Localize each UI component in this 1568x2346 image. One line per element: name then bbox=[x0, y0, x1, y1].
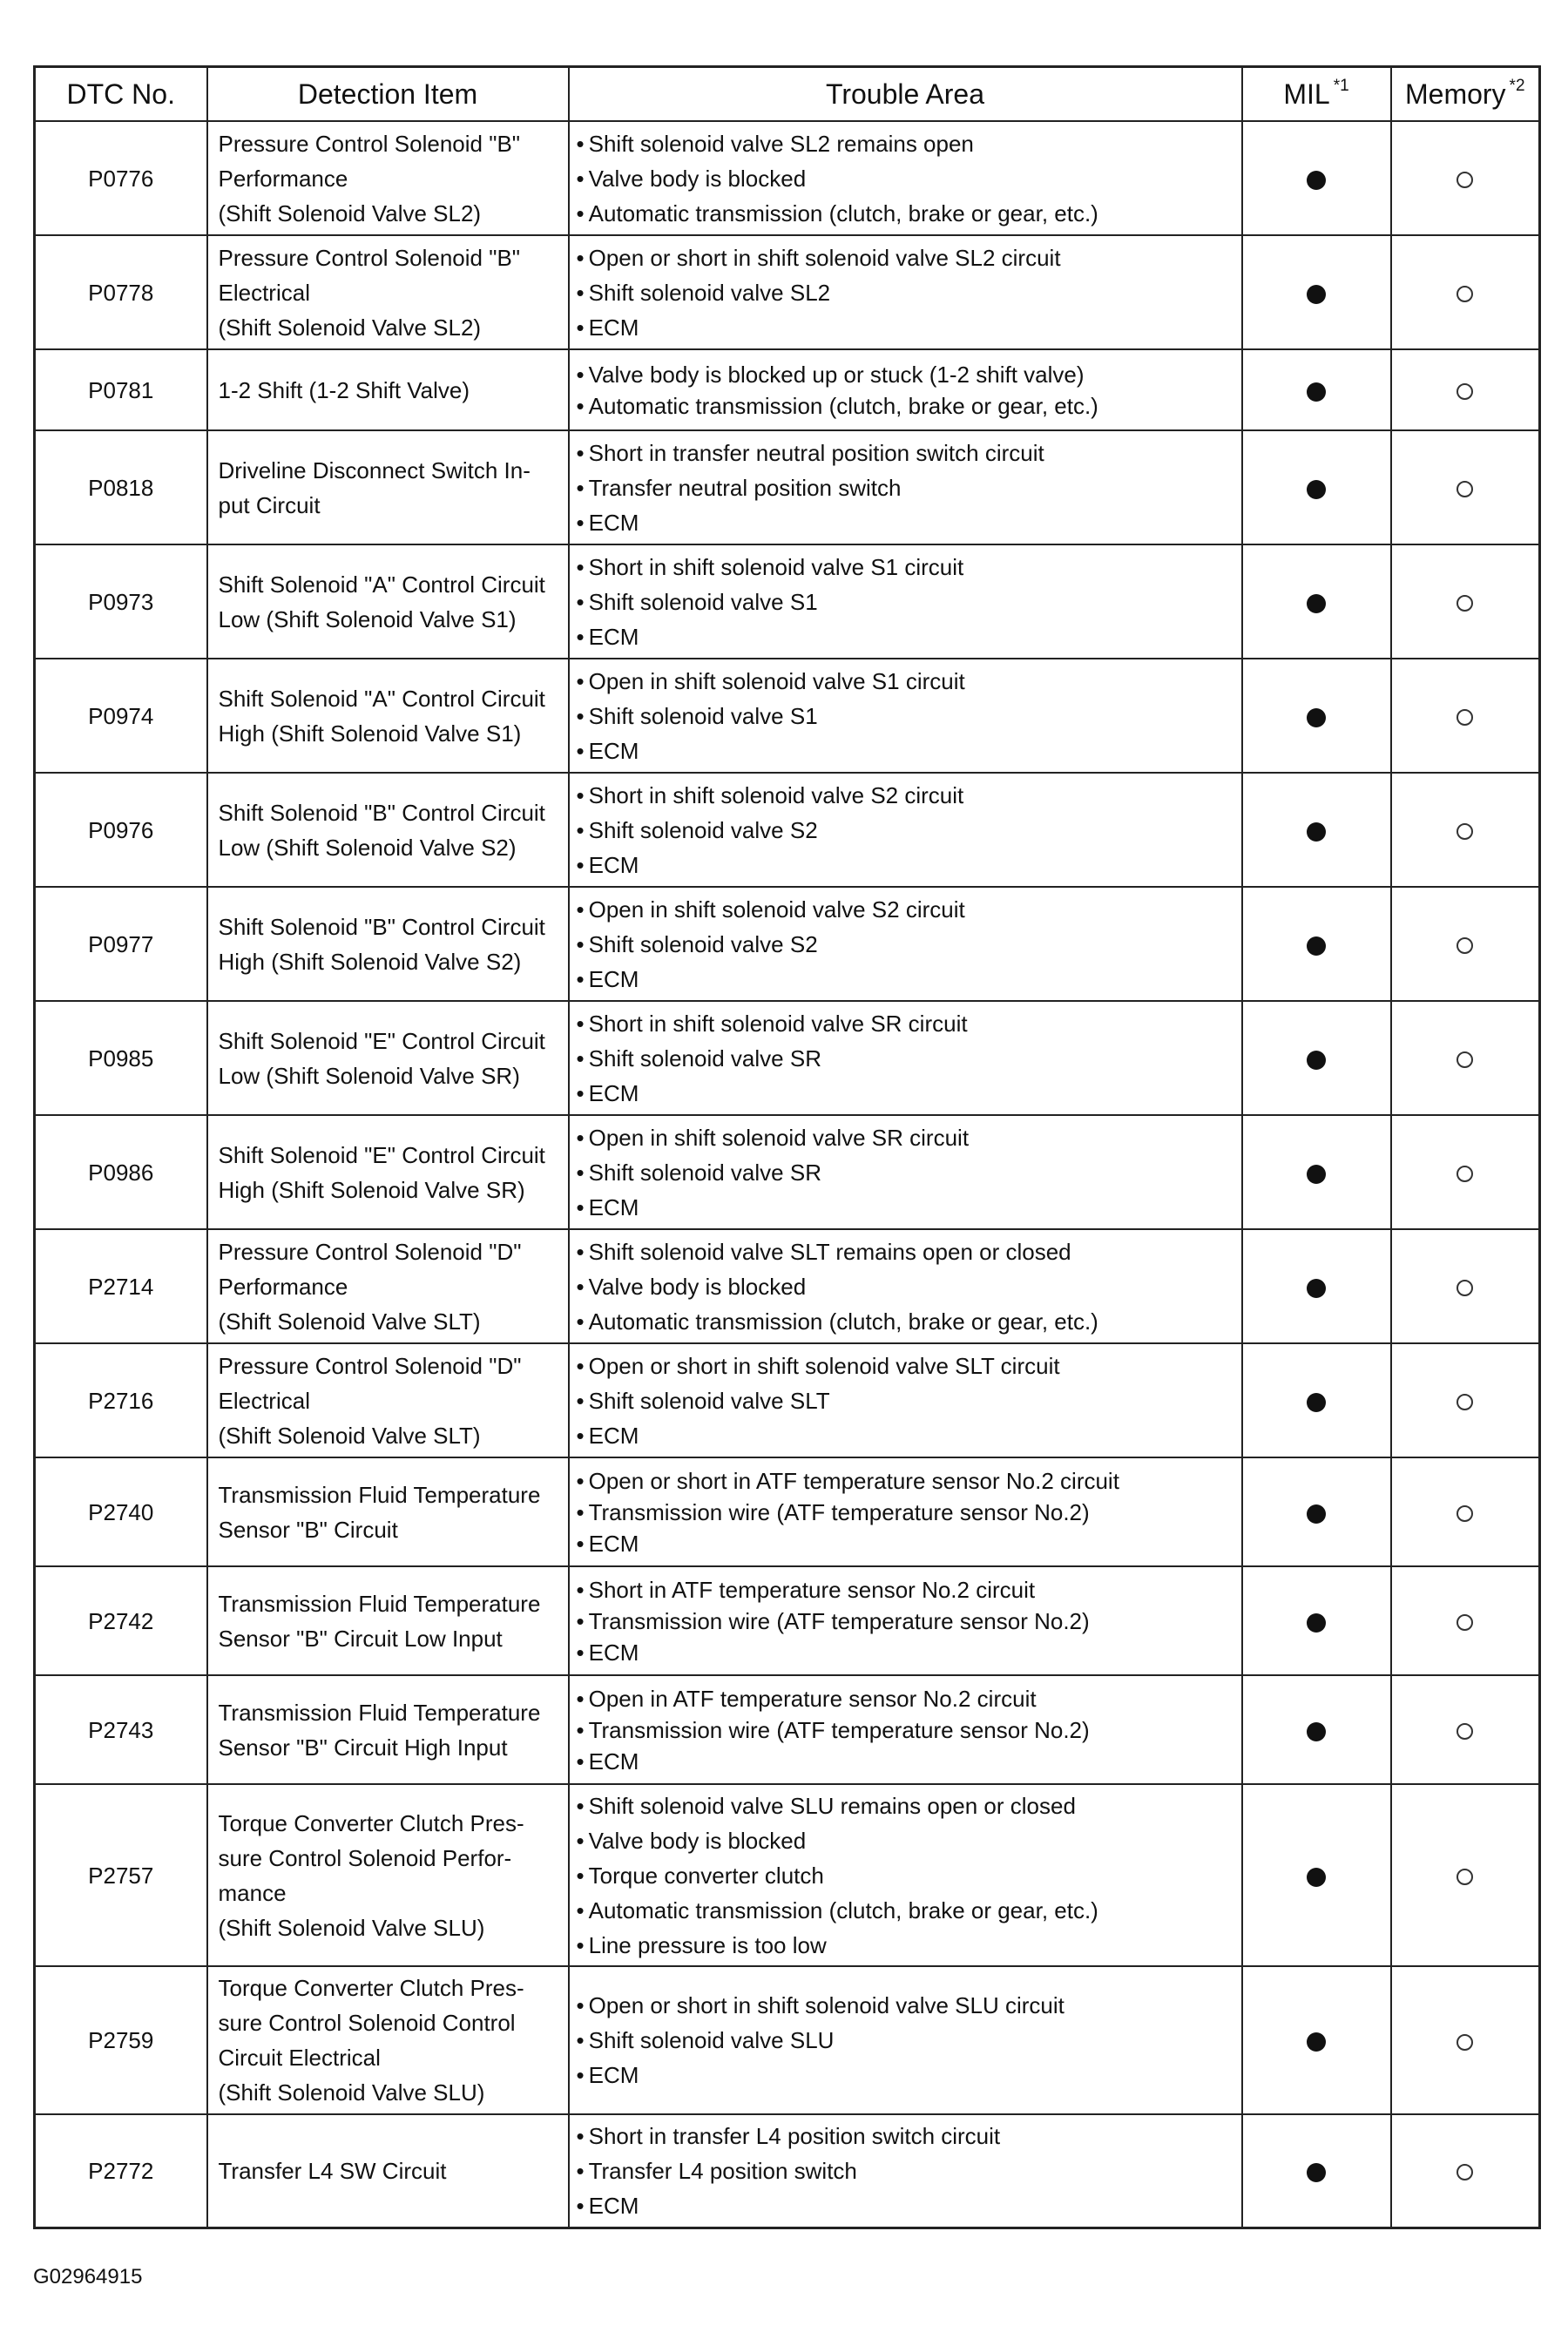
table-row bbox=[35, 1229, 1540, 1343]
header-trouble-area: Trouble Area bbox=[569, 67, 1242, 122]
trouble-area-cell bbox=[569, 1115, 1242, 1229]
trouble-area-bullet: • Short in transfer neutral position switch circuit bbox=[577, 436, 1234, 470]
table-row bbox=[35, 2114, 1540, 2228]
mil-cell bbox=[1242, 349, 1391, 430]
trouble-area-cell bbox=[569, 1675, 1242, 1784]
trouble-area-bullet: • Line pressure is too low bbox=[577, 1928, 1234, 1963]
trouble-area-bullet: • ECM bbox=[577, 1528, 1234, 1559]
trouble-area-bullet: • ECM bbox=[577, 2188, 1234, 2223]
trouble-area-bullet: • Valve body is blocked bbox=[577, 1823, 1234, 1858]
detection-item-line: (Shift Solenoid Valve SLU) bbox=[218, 2079, 485, 2106]
trouble-area-bullet: • Short in shift solenoid valve S1 circuit bbox=[577, 550, 1234, 585]
empty-circle-icon bbox=[1456, 172, 1473, 188]
filled-circle-icon bbox=[1307, 2032, 1326, 2052]
trouble-area-bullet: • Shift solenoid valve SL2 bbox=[577, 275, 1234, 310]
detection-item-cell bbox=[207, 1675, 569, 1784]
detection-item-line: Shift Solenoid "B" Control Circuit bbox=[218, 913, 545, 940]
trouble-area-bullet: • ECM bbox=[577, 2058, 1234, 2092]
detection-item-line: Shift Solenoid "E" Control Circuit bbox=[218, 1141, 545, 1168]
memory-cell bbox=[1391, 1229, 1540, 1343]
dtc-code-cell: P0976 bbox=[35, 773, 207, 887]
detection-item-cell bbox=[207, 1457, 569, 1566]
detection-item-line: Sensor "B" Circuit High Input bbox=[218, 1734, 508, 1761]
trouble-area-bullet: • Torque converter clutch bbox=[577, 1858, 1234, 1893]
table-row bbox=[35, 121, 1540, 235]
trouble-area-bullet: • Shift solenoid valve SLU remains open or closed bbox=[577, 1788, 1234, 1823]
detection-item-line: Circuit Electrical bbox=[218, 2045, 381, 2071]
trouble-area-bullet: • ECM bbox=[577, 310, 1234, 345]
trouble-area-bullet: • Transfer neutral position switch bbox=[577, 470, 1234, 505]
trouble-area-bullet: • Valve body is blocked bbox=[577, 161, 1234, 196]
detection-item-line: Pressure Control Solenoid "D" bbox=[218, 1352, 522, 1379]
trouble-area-bullet: • Transmission wire (ATF temperature sensor No.2) bbox=[577, 1497, 1234, 1528]
detection-item-cell bbox=[207, 1343, 569, 1457]
dtc-code-cell: P2716 bbox=[35, 1343, 207, 1457]
filled-circle-icon bbox=[1307, 171, 1326, 190]
memory-cell bbox=[1391, 1457, 1540, 1566]
table-row bbox=[35, 544, 1540, 659]
mil-cell bbox=[1242, 887, 1391, 1001]
detection-item-line: Shift Solenoid "E" Control Circuit bbox=[218, 1027, 545, 1054]
detection-item-cell bbox=[207, 773, 569, 887]
filled-circle-icon bbox=[1307, 1165, 1326, 1184]
trouble-area-bullet: • Transmission wire (ATF temperature sensor No.2) bbox=[577, 1714, 1234, 1746]
trouble-area-bullet: • Short in shift solenoid valve SR circuit bbox=[577, 1006, 1234, 1041]
empty-circle-icon bbox=[1456, 1394, 1473, 1410]
trouble-area-cell bbox=[569, 544, 1242, 659]
dtc-code-cell: P2714 bbox=[35, 1229, 207, 1343]
memory-cell bbox=[1391, 121, 1540, 235]
table-row bbox=[35, 1566, 1540, 1675]
empty-circle-icon bbox=[1456, 595, 1473, 612]
trouble-area-bullet: • Automatic transmission (clutch, brake or gear, etc.) bbox=[577, 196, 1234, 231]
detection-item-cell bbox=[207, 887, 569, 1001]
dtc-code-cell: P2743 bbox=[35, 1675, 207, 1784]
detection-item-cell bbox=[207, 1784, 569, 1966]
filled-circle-icon bbox=[1307, 480, 1326, 499]
trouble-area-bullet: • Open or short in shift solenoid valve SLT circuit bbox=[577, 1349, 1234, 1383]
trouble-area-bullet: • Short in transfer L4 position switch circuit bbox=[577, 2119, 1234, 2153]
trouble-area-bullet: • Open or short in ATF temperature sensor No.2 circuit bbox=[577, 1465, 1234, 1497]
detection-item-line: Torque Converter Clutch Pres- bbox=[218, 1975, 524, 2001]
empty-circle-icon bbox=[1456, 2164, 1473, 2180]
dtc-code-cell: P0974 bbox=[35, 659, 207, 773]
trouble-area-bullet: • Automatic transmission (clutch, brake or gear, etc.) bbox=[577, 390, 1234, 422]
detection-item-line: Performance bbox=[218, 1273, 348, 1300]
header-memory: Memory $^{*2}$ bbox=[1391, 67, 1540, 122]
trouble-area-bullet: • Shift solenoid valve SLT remains open or closed bbox=[577, 1234, 1234, 1269]
memory-cell bbox=[1391, 773, 1540, 887]
mil-cell bbox=[1242, 2114, 1391, 2228]
detection-item-line: (Shift Solenoid Valve SLU) bbox=[218, 1914, 485, 1941]
detection-item-line: High (Shift Solenoid Valve SR) bbox=[218, 1176, 525, 1203]
empty-circle-icon bbox=[1456, 1614, 1473, 1631]
detection-item-cell bbox=[207, 1001, 569, 1115]
detection-item-line: Transmission Fluid Temperature bbox=[218, 1590, 541, 1617]
detection-item-line: Shift Solenoid "A" Control Circuit bbox=[218, 571, 545, 598]
detection-item-cell bbox=[207, 2114, 569, 2228]
trouble-area-bullet: • ECM bbox=[577, 505, 1234, 540]
trouble-area-bullet: • Transmission wire (ATF temperature sensor No.2) bbox=[577, 1606, 1234, 1637]
trouble-area-cell bbox=[569, 1566, 1242, 1675]
filled-circle-icon bbox=[1307, 382, 1326, 402]
mil-cell bbox=[1242, 544, 1391, 659]
table-row bbox=[35, 1675, 1540, 1784]
empty-circle-icon bbox=[1456, 823, 1473, 840]
trouble-area-cell bbox=[569, 1457, 1242, 1566]
trouble-area-bullet: • Shift solenoid valve SLT bbox=[577, 1383, 1234, 1418]
mil-cell bbox=[1242, 1343, 1391, 1457]
detection-item-cell bbox=[207, 349, 569, 430]
detection-item-line: Low (Shift Solenoid Valve S2) bbox=[218, 834, 517, 861]
filled-circle-icon bbox=[1307, 936, 1326, 956]
filled-circle-icon bbox=[1307, 1504, 1326, 1524]
trouble-area-bullet: • Open in shift solenoid valve S1 circuit bbox=[577, 664, 1234, 699]
detection-item-cell bbox=[207, 659, 569, 773]
detection-item-line: High (Shift Solenoid Valve S2) bbox=[218, 948, 522, 975]
table-body bbox=[35, 121, 1540, 2228]
detection-item-line: Pressure Control Solenoid "D" bbox=[218, 1238, 522, 1265]
empty-circle-icon bbox=[1456, 709, 1473, 726]
trouble-area-bullet: • Valve body is blocked up or stuck (1-2 shift valve) bbox=[577, 359, 1234, 390]
trouble-area-bullet: • Automatic transmission (clutch, brake or gear, etc.) bbox=[577, 1893, 1234, 1928]
trouble-area-cell bbox=[569, 1966, 1242, 2114]
empty-circle-icon bbox=[1456, 1869, 1473, 1885]
mil-cell bbox=[1242, 1229, 1391, 1343]
header-row bbox=[35, 67, 1540, 122]
detection-item-line: (Shift Solenoid Valve SLT) bbox=[218, 1422, 481, 1449]
trouble-area-bullet: • ECM bbox=[577, 962, 1234, 997]
trouble-area-bullet: • Open or short in shift solenoid valve SL2 circuit bbox=[577, 240, 1234, 275]
table-row bbox=[35, 349, 1540, 430]
trouble-area-bullet: • ECM bbox=[577, 1418, 1234, 1453]
detection-item-line: Pressure Control Solenoid "B" bbox=[218, 244, 521, 271]
trouble-area-bullet: • Short in shift solenoid valve S2 circuit bbox=[577, 778, 1234, 813]
trouble-area-bullet: • Shift solenoid valve SR bbox=[577, 1041, 1234, 1076]
dtc-code-cell: P0781 bbox=[35, 349, 207, 430]
trouble-area-bullet: • Shift solenoid valve S2 bbox=[577, 813, 1234, 848]
detection-item-line: Sensor "B" Circuit Low Input bbox=[218, 1625, 503, 1652]
mil-cell bbox=[1242, 1566, 1391, 1675]
detection-item-line: Shift Solenoid "A" Control Circuit bbox=[218, 685, 545, 712]
trouble-area-cell bbox=[569, 659, 1242, 773]
trouble-area-bullet: • Short in ATF temperature sensor No.2 circuit bbox=[577, 1574, 1234, 1606]
mil-cell bbox=[1242, 1784, 1391, 1966]
dtc-code-cell: P0776 bbox=[35, 121, 207, 235]
table-row bbox=[35, 235, 1540, 349]
memory-cell bbox=[1391, 544, 1540, 659]
filled-circle-icon bbox=[1307, 1868, 1326, 1887]
detection-item-line: Low (Shift Solenoid Valve S1) bbox=[218, 605, 517, 632]
trouble-area-bullet: • ECM bbox=[577, 619, 1234, 654]
trouble-area-bullet: • Open or short in shift solenoid valve SLU circuit bbox=[577, 1988, 1234, 2023]
memory-cell bbox=[1391, 1675, 1540, 1784]
memory-footnote-mark: *2 bbox=[1509, 76, 1525, 95]
memory-cell bbox=[1391, 659, 1540, 773]
trouble-area-cell bbox=[569, 1229, 1242, 1343]
memory-cell bbox=[1391, 1566, 1540, 1675]
trouble-area-bullet: • Automatic transmission (clutch, brake or gear, etc.) bbox=[577, 1304, 1234, 1339]
detection-item-line: Performance bbox=[218, 165, 348, 192]
detection-item-line: Shift Solenoid "B" Control Circuit bbox=[218, 799, 545, 826]
detection-item-cell bbox=[207, 1115, 569, 1229]
detection-item-cell bbox=[207, 1566, 569, 1675]
memory-cell bbox=[1391, 1784, 1540, 1966]
detection-item-cell bbox=[207, 1966, 569, 2114]
detection-item-line: (Shift Solenoid Valve SLT) bbox=[218, 1308, 481, 1335]
table-row bbox=[35, 1457, 1540, 1566]
detection-item-line: Driveline Disconnect Switch In- bbox=[218, 456, 531, 483]
mil-cell bbox=[1242, 1675, 1391, 1784]
trouble-area-bullet: • Valve body is blocked bbox=[577, 1269, 1234, 1304]
memory-cell bbox=[1391, 349, 1540, 430]
dtc-code-cell: P2772 bbox=[35, 2114, 207, 2228]
trouble-area-bullet: • ECM bbox=[577, 1637, 1234, 1668]
filled-circle-icon bbox=[1307, 1051, 1326, 1070]
empty-circle-icon bbox=[1456, 937, 1473, 954]
empty-circle-icon bbox=[1456, 1505, 1473, 1522]
detection-item-line: Transmission Fluid Temperature bbox=[218, 1481, 541, 1508]
filled-circle-icon bbox=[1307, 1393, 1326, 1412]
dtc-code-cell: P0977 bbox=[35, 887, 207, 1001]
mil-cell bbox=[1242, 659, 1391, 773]
mil-cell bbox=[1242, 1457, 1391, 1566]
trouble-area-cell bbox=[569, 430, 1242, 544]
detection-item-line: sure Control Solenoid Control bbox=[218, 2010, 516, 2036]
trouble-area-cell bbox=[569, 1784, 1242, 1966]
trouble-area-cell bbox=[569, 1343, 1242, 1457]
table-row bbox=[35, 430, 1540, 544]
detection-item-line: Transfer L4 SW Circuit bbox=[218, 2157, 447, 2184]
trouble-area-cell bbox=[569, 235, 1242, 349]
dtc-code-cell: P0986 bbox=[35, 1115, 207, 1229]
detection-item-cell bbox=[207, 1229, 569, 1343]
filled-circle-icon bbox=[1307, 1613, 1326, 1633]
table-row bbox=[35, 1343, 1540, 1457]
trouble-area-bullet: • Shift solenoid valve SR bbox=[577, 1155, 1234, 1190]
figure-id: G02964915 bbox=[33, 2265, 143, 2289]
mil-cell bbox=[1242, 1115, 1391, 1229]
trouble-area-bullet: • Shift solenoid valve S1 bbox=[577, 699, 1234, 734]
trouble-area-bullet: • Shift solenoid valve SL2 remains open bbox=[577, 126, 1234, 161]
detection-item-line: 1-2 Shift (1-2 Shift Valve) bbox=[218, 376, 470, 403]
detection-item-line: sure Control Solenoid Perfor- bbox=[218, 1844, 512, 1871]
filled-circle-icon bbox=[1307, 708, 1326, 727]
memory-cell bbox=[1391, 430, 1540, 544]
trouble-area-bullet: • ECM bbox=[577, 1190, 1234, 1225]
header-dtc-no: DTC No. bbox=[35, 67, 207, 122]
trouble-area-bullet: • Shift solenoid valve SLU bbox=[577, 2023, 1234, 2058]
empty-circle-icon bbox=[1456, 2034, 1473, 2051]
table-row bbox=[35, 1001, 1540, 1115]
table-row bbox=[35, 1784, 1540, 1966]
detection-item-line: (Shift Solenoid Valve SL2) bbox=[218, 314, 482, 341]
detection-item-line: Electrical bbox=[218, 1387, 310, 1414]
memory-cell bbox=[1391, 235, 1540, 349]
mil-cell bbox=[1242, 773, 1391, 887]
trouble-area-bullet: • Open in shift solenoid valve S2 circuit bbox=[577, 892, 1234, 927]
memory-cell bbox=[1391, 1115, 1540, 1229]
detection-item-cell bbox=[207, 235, 569, 349]
trouble-area-bullet: • Shift solenoid valve S2 bbox=[577, 927, 1234, 962]
detection-item-line: Torque Converter Clutch Pres- bbox=[218, 1809, 524, 1836]
mil-cell bbox=[1242, 1001, 1391, 1115]
header-mil: MIL $^{*1}$ bbox=[1242, 67, 1391, 122]
empty-circle-icon bbox=[1456, 286, 1473, 302]
table-row bbox=[35, 659, 1540, 773]
empty-circle-icon bbox=[1456, 383, 1473, 400]
detection-item-line: (Shift Solenoid Valve SL2) bbox=[218, 199, 482, 226]
table-row bbox=[35, 1966, 1540, 2114]
detection-item-line: mance bbox=[218, 1879, 287, 1906]
mil-cell bbox=[1242, 430, 1391, 544]
detection-item-line: High (Shift Solenoid Valve S1) bbox=[218, 720, 522, 747]
trouble-area-bullet: • Open in shift solenoid valve SR circuit bbox=[577, 1120, 1234, 1155]
memory-cell bbox=[1391, 2114, 1540, 2228]
empty-circle-icon bbox=[1456, 1723, 1473, 1740]
filled-circle-icon bbox=[1307, 285, 1326, 304]
filled-circle-icon bbox=[1307, 594, 1326, 613]
detection-item-cell bbox=[207, 544, 569, 659]
dtc-code-cell: P2742 bbox=[35, 1566, 207, 1675]
trouble-area-cell bbox=[569, 121, 1242, 235]
dtc-code-cell: P0985 bbox=[35, 1001, 207, 1115]
header-detection-item: Detection Item bbox=[207, 67, 569, 122]
mil-cell bbox=[1242, 121, 1391, 235]
trouble-area-bullet: • ECM bbox=[577, 1746, 1234, 1777]
dtc-code-cell: P0818 bbox=[35, 430, 207, 544]
trouble-area-bullet: • Open in ATF temperature sensor No.2 circuit bbox=[577, 1683, 1234, 1714]
empty-circle-icon bbox=[1456, 1051, 1473, 1068]
trouble-area-cell bbox=[569, 2114, 1242, 2228]
trouble-area-bullet: • ECM bbox=[577, 1076, 1234, 1111]
detection-item-cell bbox=[207, 430, 569, 544]
dtc-code-cell: P2740 bbox=[35, 1457, 207, 1566]
filled-circle-icon bbox=[1307, 1722, 1326, 1741]
table-row bbox=[35, 773, 1540, 887]
trouble-area-bullet: • ECM bbox=[577, 734, 1234, 768]
dtc-table bbox=[33, 65, 1541, 2229]
detection-item-line: Transmission Fluid Temperature bbox=[218, 1699, 541, 1726]
empty-circle-icon bbox=[1456, 1280, 1473, 1296]
filled-circle-icon bbox=[1307, 1279, 1326, 1298]
trouble-area-cell bbox=[569, 349, 1242, 430]
trouble-area-bullet: • Shift solenoid valve S1 bbox=[577, 585, 1234, 619]
detection-item-line: Low (Shift Solenoid Valve SR) bbox=[218, 1062, 520, 1089]
dtc-code-cell: P2759 bbox=[35, 1966, 207, 2114]
mil-cell bbox=[1242, 235, 1391, 349]
memory-cell bbox=[1391, 1343, 1540, 1457]
detection-item-cell bbox=[207, 121, 569, 235]
mil-cell bbox=[1242, 1966, 1391, 2114]
memory-cell bbox=[1391, 887, 1540, 1001]
empty-circle-icon bbox=[1456, 481, 1473, 497]
detection-item-line: Electrical bbox=[218, 279, 310, 306]
empty-circle-icon bbox=[1456, 1166, 1473, 1182]
dtc-code-cell: P2757 bbox=[35, 1784, 207, 1966]
filled-circle-icon bbox=[1307, 822, 1326, 842]
trouble-area-cell bbox=[569, 887, 1242, 1001]
dtc-code-cell: P0973 bbox=[35, 544, 207, 659]
detection-item-line: Pressure Control Solenoid "B" bbox=[218, 130, 521, 157]
trouble-area-cell bbox=[569, 773, 1242, 887]
table-row bbox=[35, 1115, 1540, 1229]
table-row bbox=[35, 887, 1540, 1001]
trouble-area-bullet: • Transfer L4 position switch bbox=[577, 2153, 1234, 2188]
trouble-area-bullet: • ECM bbox=[577, 848, 1234, 882]
memory-cell bbox=[1391, 1966, 1540, 2114]
mil-footnote-mark: *1 bbox=[1333, 76, 1349, 95]
dtc-code-cell: P0778 bbox=[35, 235, 207, 349]
detection-item-line: Sensor "B" Circuit bbox=[218, 1516, 398, 1543]
memory-cell bbox=[1391, 1001, 1540, 1115]
filled-circle-icon bbox=[1307, 2163, 1326, 2182]
trouble-area-cell bbox=[569, 1001, 1242, 1115]
detection-item-line: put Circuit bbox=[218, 491, 321, 518]
